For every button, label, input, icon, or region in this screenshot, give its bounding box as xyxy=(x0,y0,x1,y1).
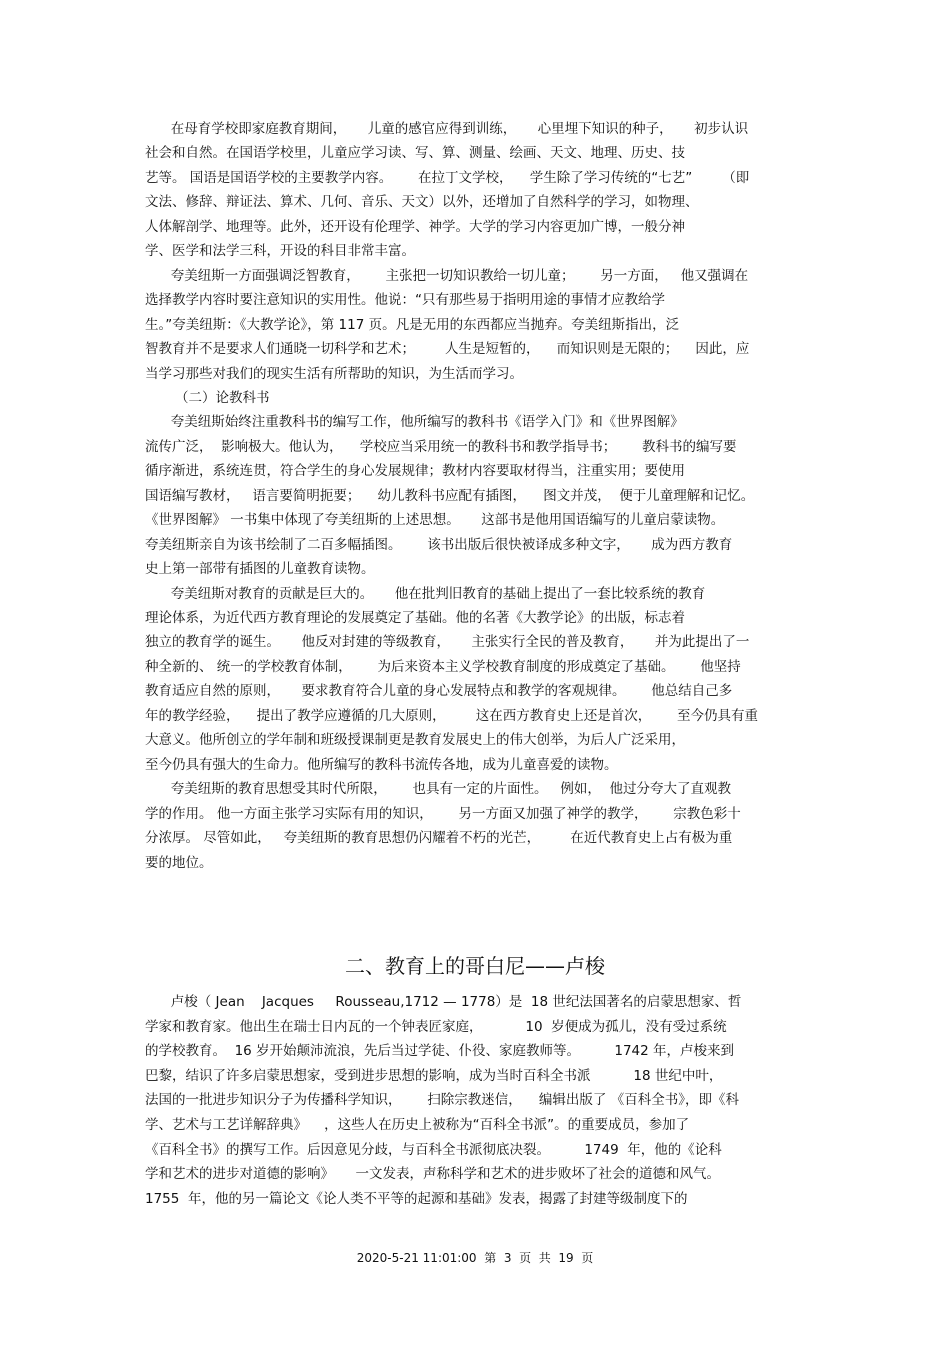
text-line: 至今仍具有强大的生命力。他所编写的教科书流传各地，成为儿童喜爱的读物。 xyxy=(145,756,618,773)
text-line: 学、艺术与工艺详解辞典》 ，这些人在历史上被称为“百科全书派”。的重要成员，参加了 xyxy=(145,1117,690,1133)
text-line: 夸美纽斯对教育的贡献是巨大的。 他在批判旧教育的基础上提出了一套比较系统的教育 xyxy=(145,585,706,602)
text-line: 分浓厚。 尽管如此， 夸美纽斯的教育思想仍闪耀着不朽的光芒， 在近代教育史上占有极为重 xyxy=(145,830,733,847)
text-line: 学、医学和法学三科，开设的科目非常丰富。 xyxy=(145,243,415,260)
text-line: 独立的教育学的诞生。 他反对封建的等级教育， 主张实行全民的普及教育， 并为此提出了一 xyxy=(145,634,750,651)
text-line: 艺等。 国语是国语学校的主要教学内容。 在拉丁文学校， 学生除了学习传统的“七艺” （即 xyxy=(145,169,750,186)
text-line: 生。”夸美纽斯：《大教学论》，第 117 页。凡是无用的东西都应当抛弃。夸美纽斯指出，泛 xyxy=(145,316,680,333)
text-line: 流传广泛， 影响极大。他认为， 学校应当采用统一的教科书和教学指导书； 教科书的编写要 xyxy=(145,438,737,455)
text-line: 理论体系，为近代西方教育理论的发展奠定了基础。他的名著《大教学论》的出版，标志着 xyxy=(145,610,685,626)
text-line: 当学习那些对我们的现实生活有所帮助的知识，为生活而学习。 xyxy=(145,365,523,382)
text-line: 夸美纽斯亲自为该书绘制了二百多幅插图。 该书出版后很快被译成多种文字， 成为西方教育 xyxy=(145,536,733,553)
text-line: 的学校教育。 16 岁开始颠沛流浪，先后当过学徒、仆役、家庭教师等。 1742 年，卢梭来到 xyxy=(145,1043,735,1060)
text-line: 《世界图解》 一书集中体现了夸美纽斯的上述思想。 这部书是他用国语编写的儿童启蒙读物。 xyxy=(145,512,725,529)
text-line: 史上第一部带有插图的儿童教育读物。 xyxy=(145,561,375,578)
text-line: 学的作用。 他一方面主张学习实际有用的知识， 另一方面又加强了神学的教学， 宗教色彩十 xyxy=(145,805,741,822)
text-line: 大意义。他所创立的学年制和班级授课制更是教育发展史上的伟大创举，为后人广泛采用， xyxy=(145,732,685,749)
text-line: 文法、修辞、辩证法、算术、几何、音乐、天文）以外，还增加了自然科学的学习，如物理、 xyxy=(145,194,699,211)
text-line: 种全新的、 统一的学校教育体制， 为后来资本主义学校教育制度的形成奠定了基础。 他坚持 xyxy=(145,658,741,675)
text-line: 年的教学经验， 提出了教学应遵循的几大原则， 这在西方教育史上还是首次， 至今仍具有重 xyxy=(145,707,758,724)
page-footer: 2020-5-21 11:01:00 第 3 页 共 19 页 xyxy=(356,1251,594,1265)
text-line: 学和艺术的进步对道德的影响》 一文发表，声称科学和艺术的进步败坏了社会的道德和风气。 xyxy=(145,1166,720,1183)
section-heading: 二、教育上的哥白尼——卢梭 xyxy=(345,954,605,978)
text-line: 选择教学内容时要注意知识的实用性。他说：“只有那些易于指明用途的事情才应教给学 xyxy=(145,292,665,309)
text-line: 夸美纽斯的教育思想受其时代所限， 也具有一定的片面性。 例如， 他过分夸大了直观教 xyxy=(145,781,731,798)
text-line: 夸美纽斯始终注重教科书的编写工作，他所编写的教科书《语学入门》和《世界图解》 xyxy=(145,414,684,431)
text-line: 巴黎，结识了许多启蒙思想家，受到进步思想的影响，成为当时百科全书派 18 世纪中叶， xyxy=(145,1067,723,1084)
text-line: 卢梭（ Jean Jacques Rousseau,1712 — 1778）是 18 世纪法国著名的启蒙思想家、哲 xyxy=(145,994,742,1010)
text-line: 在母育学校即家庭教育期间， 儿童的感官应得到训练， 心里埋下知识的种子， 初步认识 xyxy=(145,121,749,137)
text-line: 智教育并不是要求人们通晓一切科学和艺术； 人生是短暂的， 而知识则是无限的； 因此，应 xyxy=(145,341,750,358)
text-line: 人体解剖学、地理等。此外，还开设有伦理学、神学。大学的学习内容更加广博，一般分神 xyxy=(145,218,685,235)
text-line: 法国的一批进步知识分子为传播科学知识， 扫除宗教迷信， 编辑出版了 《百科全书》，即《科 xyxy=(145,1092,739,1109)
text-line: 夸美纽斯一方面强调泛智教育， 主张把一切知识教给一切儿童； 另一方面， 他又强调在 xyxy=(145,267,749,284)
text-line: （二）论教科书 xyxy=(145,389,270,406)
text-line: 要的地位。 xyxy=(145,854,213,871)
text-line: 学家和教育家。他出生在瑞士日内瓦的一个钟表匠家庭， 10 岁便成为孤儿，没有受过系统 xyxy=(145,1018,727,1035)
text-line: 《百科全书》的撰写工作。后因意见分歧，与百科全书派彻底决裂。 1749 年，他的《论科 xyxy=(145,1141,722,1158)
text-line: 循序渐进，系统连贯，符合学生的身心发展规律；教材内容要取材得当，注重实用；要使用 xyxy=(145,463,685,480)
text-line: 社会和自然。在国语学校里，儿童应学习读、写、算、测量、绘画、天文、地理、历史、技 xyxy=(145,145,685,162)
text-line: 国语编写教材， 语言要简明扼要； 幼儿教科书应配有插图， 图文并茂， 便于儿童理解和记忆。 xyxy=(145,487,755,504)
text-line: 1755 年，他的另一篇论文《论人类不平等的起源和基础》发表，揭露了封建等级制度下的 xyxy=(145,1190,688,1207)
text-line: 教育适应自然的原则， 要求教育符合儿童的身心发展特点和教学的客观规律。 他总结自己多 xyxy=(145,683,733,700)
